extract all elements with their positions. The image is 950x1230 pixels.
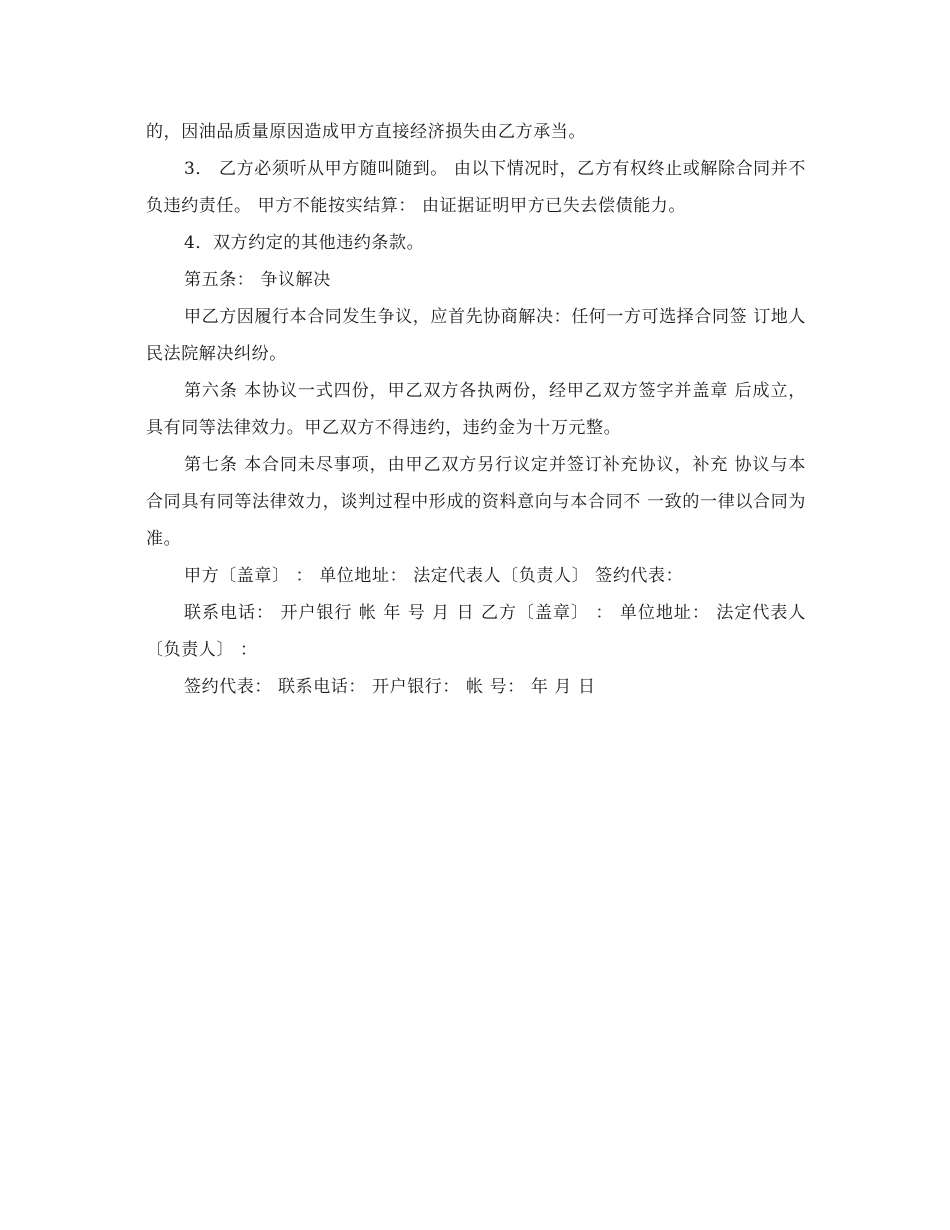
document-body bbox=[146, 114, 806, 706]
paragraph-clause-4: 4．双方约定的其他违约条款。 bbox=[184, 233, 425, 253]
signature-party-a: 甲方〔盖章〕 ： 单位地址： 法定代表人〔负责人〕 签约代表： bbox=[184, 566, 684, 586]
signature-contact-party-b: 联系电话： 开户银行 帐 年 号 月 日 乙方〔盖章〕 ： 单位地址： 法定代表人〔负责人〕 ： bbox=[146, 603, 806, 660]
section-heading-article-5: 第五条： 争议解决 bbox=[184, 270, 331, 290]
paragraph-dispute-resolution: 甲乙方因履行本合同发生争议，应首先协商解决：任何一方可选择合同签 订地人民法院解决纠纷。 bbox=[146, 307, 807, 364]
paragraph-continuation: 的，因油品质量原因造成甲方直接经济损失由乙方承当。 bbox=[146, 122, 586, 142]
paragraph-clause-3: 3． 乙方必须听从甲方随叫随到。 由以下情况时，乙方有权终止或解除合同并不负违约责任。 甲方不能按实结算： 由证据证明甲方已失去偿债能力。 bbox=[146, 159, 806, 216]
paragraph-article-6: 第六条 本协议一式四份，甲乙双方各执两份，经甲乙双方签字并盖章 后成立，具有同等法律效力。甲乙双方不得违约，违约金为十万元整。 bbox=[146, 381, 806, 438]
paragraph-article-7: 第七条 本合同未尽事项，由甲乙双方另行议定并签订补充协议，补充 协议与本合同具有同等法律效力，谈判过程中形成的资料意向与本合同不 一致的一律以合同为准。 bbox=[146, 455, 806, 549]
signature-representative: 签约代表： 联系电话： 开户银行： 帐 号： 年 月 日 bbox=[184, 677, 596, 697]
